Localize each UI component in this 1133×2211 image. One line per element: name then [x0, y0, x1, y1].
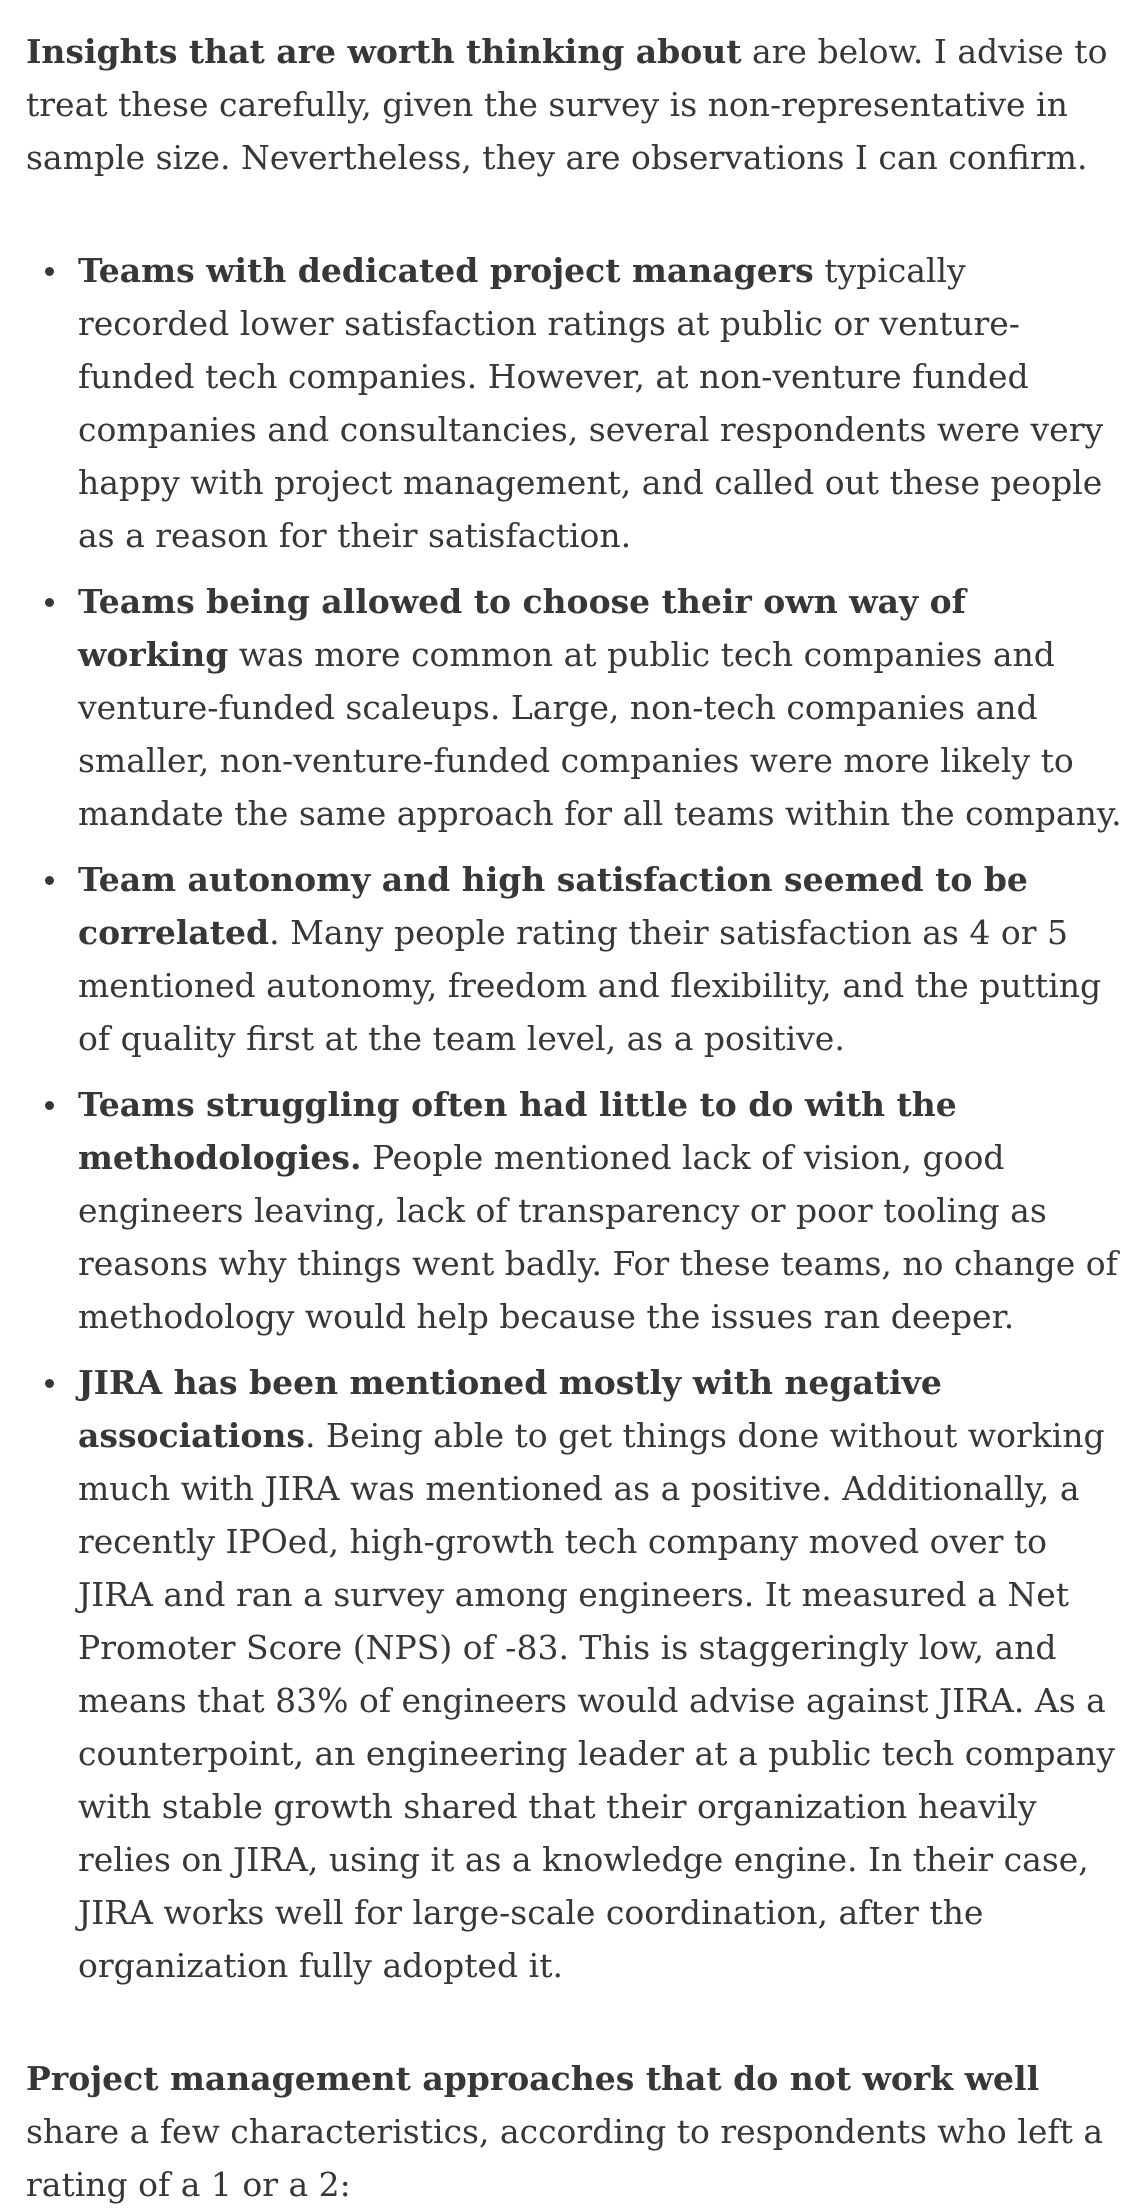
insight-bold-lead: Teams with dedicated project managers	[78, 251, 814, 290]
insight-bold-lead: JIRA has been mentioned mostly with negative associations	[78, 1363, 942, 1455]
insight-bold-lead: Team autonomy and high satisfaction seemed to be correlated	[78, 860, 1028, 952]
outro-paragraph	[26, 2052, 1126, 2211]
insight-text: . Many people rating their satisfaction as 4 or 5 mentioned autonomy, freedom and flexibility, and the putting of quality first at the team level, as a positive.	[78, 913, 1102, 1058]
outro-text: share a few characteristics, according to respondents who left a rating of a 1 or a 2:	[26, 2112, 1104, 2204]
list-item	[78, 1356, 1126, 1992]
insight-bold-lead: Teams being allowed to choose their own way of working	[78, 582, 966, 674]
intro-paragraph	[26, 25, 1126, 184]
insights-list	[26, 244, 1126, 1992]
list-item	[78, 1078, 1126, 1343]
insight-text: People mentioned lack of vision, good engineers leaving, lack of transparency or poor tooling as reasons why things went badly. For these teams, no change of methodology would help because the issues ran deeper.	[78, 1138, 1118, 1336]
list-item	[78, 244, 1126, 562]
intro-bold-lead: Insights that are worth thinking about	[26, 32, 742, 71]
insight-text: . Being able to get things done without working much with JIRA was mentioned as a positive. Additionally, a recently IPOed, high-growth tech company moved over to JIRA and ran a survey among engineers. It measured a Net Promoter Score (NPS) of -83. This is staggeringly low, and means that 83% of engineers would advise against JIRA. As a counterpoint, an engineering leader at a public tech company with stable growth shared that their organization heavily relies on JIRA, using it as a knowledge engine. In their case, JIRA works well for large-scale coordination, after the organization fully adopted it.	[78, 1416, 1116, 1985]
insight-bold-lead: Teams struggling often had little to do with the methodologies.	[78, 1085, 957, 1177]
intro-text: are below. I advise to treat these carefully, given the survey is non-representative in sample size. Nevertheless, they are observations I can confirm.	[26, 32, 1108, 177]
article-body	[26, 25, 1126, 2211]
list-item	[78, 853, 1126, 1065]
outro-bold-lead: Project management approaches that do not work well	[26, 2059, 1040, 2098]
insight-text: typically recorded lower satisfaction ratings at public or venture-funded tech companies. However, at non-venture funded companies and consultancies, several respondents were very happy with project management, and called out these people as a reason for their satisfaction.	[78, 251, 1104, 555]
insight-text: was more common at public tech companies and venture-funded scaleups. Large, non-tech companies and smaller, non-venture-funded companies were more likely to mandate the same approach for all teams within the company.	[78, 635, 1122, 833]
list-item	[78, 575, 1126, 840]
